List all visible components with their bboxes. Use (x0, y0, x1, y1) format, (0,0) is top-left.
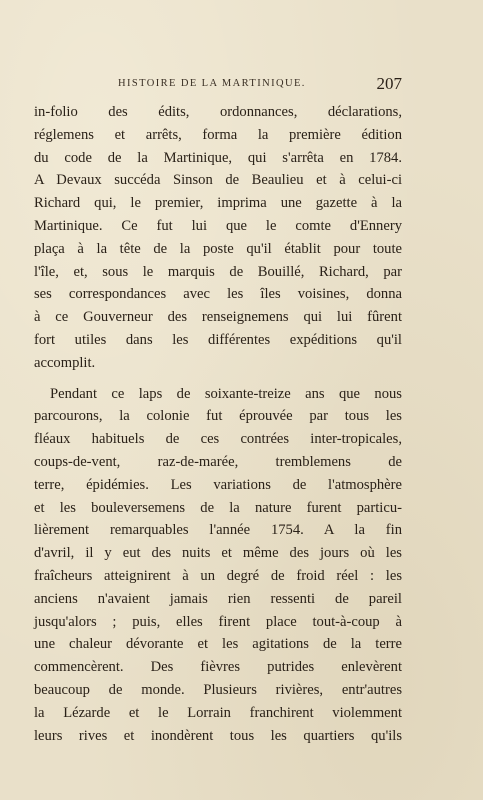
running-title: HISTOIRE DE LA MARTINIQUE. (118, 78, 306, 89)
text-line: ses correspondances avec les îles voisines, donna (34, 286, 402, 303)
text-line: fraîcheurs atteignirent à un degré de froid réel : les (34, 567, 402, 584)
text-line: coups-de-vent, raz-de-marée, tremblemens de (34, 453, 402, 470)
text-line: accomplit. (34, 354, 96, 371)
text-line: A Devaux succéda Sinson de Beaulieu et à celui-ci (34, 172, 402, 189)
text-line: commencèrent. Des fièvres putrides enlevèrent (34, 659, 402, 676)
body-text (34, 101, 402, 747)
text-line: la Lézarde et le Lorrain franchirent violemment (34, 704, 402, 721)
running-head (34, 74, 402, 94)
text-line: et les bouleversemens de la nature furent particu- (34, 499, 402, 516)
text-line: parcourons, la colonie fut éprouvée par tous les (34, 408, 402, 425)
text-line: fort utiles dans les différentes expéditions qu'il (34, 331, 402, 348)
page-number: 207 (376, 74, 402, 93)
text-line: à ce Gouverneur des renseignemens qui lui fûrent (34, 309, 402, 326)
text-line: Pendant ce laps de soixante-treize ans que nous (50, 385, 402, 402)
text-line: anciens n'avaient jamais rien ressenti de pareil (34, 590, 402, 607)
text-line: l'île, et, sous le marquis de Bouillé, Richard, par (34, 263, 402, 280)
text-line: Martinique. Ce fut lui que le comte d'Ennery (34, 217, 402, 234)
text-line: leurs rives et inondèrent tous les quartiers qu'ils (34, 727, 402, 744)
text-line: plaça à la tête de la poste qu'il établit pour toute (34, 240, 402, 257)
text-line: Richard qui, le premier, imprima une gazette à la (34, 195, 402, 212)
paragraph-1 (34, 101, 402, 375)
text-line: une chaleur dévorante et les agitations de la terre (34, 636, 402, 653)
text-line: d'avril, il y eut des nuits et même des jours où les (34, 545, 402, 562)
text-line: lièrement remarquables l'année 1754. A la fin (34, 522, 402, 539)
text-line: du code de la Martinique, qui s'arrêta en 1784. (34, 149, 402, 166)
text-line: in-folio des édits, ordonnances, déclarations, (34, 104, 402, 120)
text-line: beaucoup de monde. Plusieurs rivières, entr'autres (34, 681, 402, 698)
text-line: fléaux habituels de ces contrées inter-tropicales, (34, 431, 402, 448)
text-line: jusqu'alors ; puis, elles firent place tout-à-coup à (34, 613, 402, 630)
text-line: terre, épidémies. Les variations de l'atmosphère (34, 476, 402, 493)
paragraph-2 (34, 383, 402, 748)
text-line: réglemens et arrêts, forma la première édition (34, 126, 402, 143)
